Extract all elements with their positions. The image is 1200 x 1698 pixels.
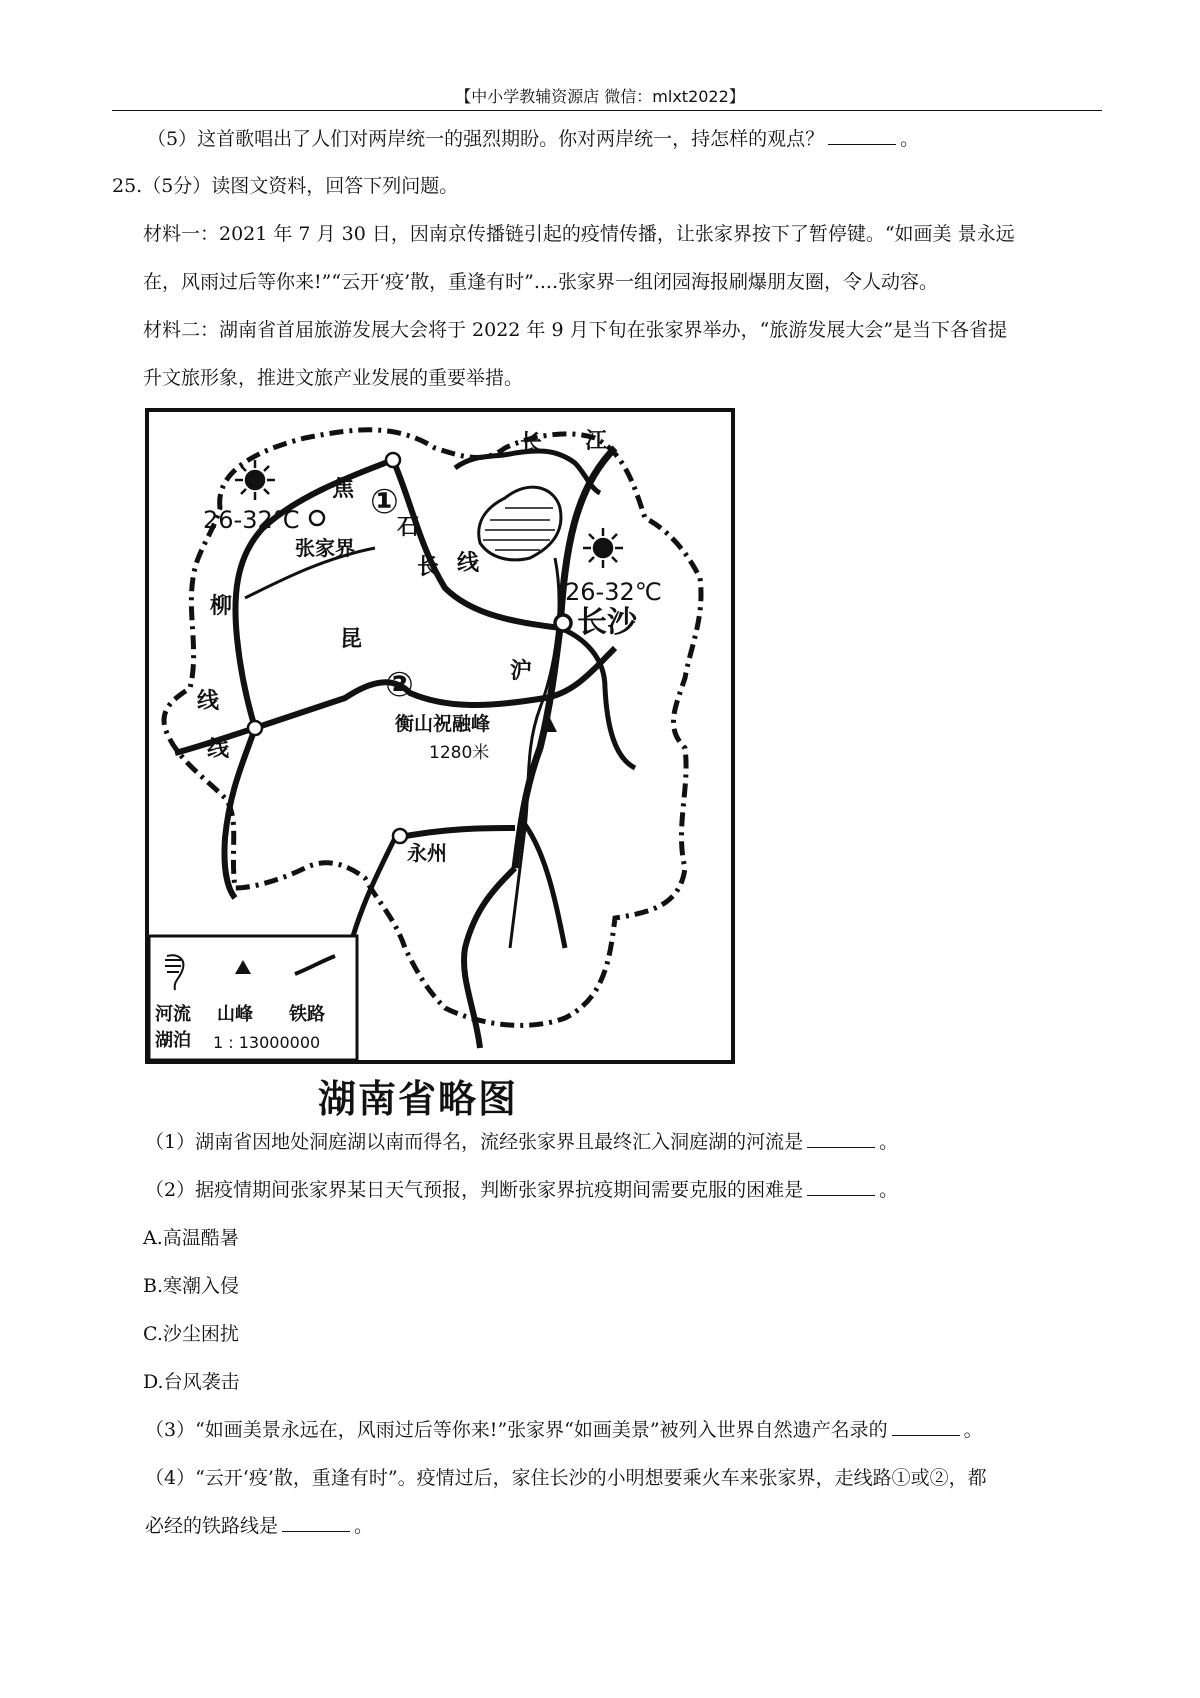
sun-icon-left: [235, 460, 275, 500]
legend-river: 河流: [155, 1004, 191, 1025]
legend-lake: 湖泊: [155, 1030, 191, 1051]
zhiliu-char-3: 线: [207, 737, 230, 762]
option-d: D.台风袭击: [143, 1371, 240, 1393]
river-char-2: 江: [585, 429, 608, 454]
city-zhangjiajie-label: 张家界: [295, 536, 355, 560]
option-b: B.寒潮入侵: [143, 1275, 240, 1297]
material-2-line-1: 材料二：湖南省首届旅游发展大会将于 2022 年 9 月下旬在张家界举办，“旅游发展大会”是当下各省提: [143, 319, 1008, 341]
question-2: （2）据疫情期间张家界某日天气预报，判断张家界抗疫期间需要克服的困难是 。: [145, 1179, 899, 1201]
question-4-line-1: （4）“云开‘疫’散，重逢有时”。疫情过后，家住长沙的小明想要乘火车来张家界，走线路①或②，都: [145, 1467, 987, 1489]
temp-left-label: 26-32℃: [203, 506, 300, 534]
answer-blank[interactable]: [807, 1177, 875, 1196]
answer-blank[interactable]: [892, 1417, 960, 1436]
hunan-map: [145, 408, 735, 1064]
zhiliu-char-1: 柳: [210, 594, 233, 619]
answer-blank[interactable]: [807, 1129, 875, 1148]
peak-height-label: 1280米: [429, 743, 490, 763]
city-yongzhou-marker: [393, 829, 407, 843]
option-c: C.沙尘困扰: [143, 1323, 239, 1345]
legend-peak: 山峰: [217, 1004, 253, 1025]
route-1-label: ①: [370, 482, 399, 522]
peak-name-label: 衡山祝融峰: [395, 713, 491, 735]
city-zhangjiajie-marker: [310, 511, 324, 525]
option-a: A.高温酷暑: [143, 1227, 239, 1249]
legend-rail: 铁路: [289, 1004, 325, 1025]
city-changsha-label: 长沙: [577, 605, 637, 640]
sun-icon-right: [583, 528, 623, 568]
answer-blank[interactable]: [828, 126, 896, 145]
hukun-char-1: 昆: [340, 627, 363, 652]
city-changsha-marker: [555, 615, 571, 631]
junction-marker: [386, 453, 400, 467]
junction-marker: [248, 721, 262, 735]
header-rule: [112, 110, 1102, 111]
material-1-line-2: 在，风雨过后等你来!”“云开‘疫’散，重逢有时”....张家界一组闭园海报刷爆朋友圈，令人动容。: [143, 271, 939, 293]
jiaoshi-char-4: 线: [457, 551, 480, 576]
temp-right-label: 26-32℃: [565, 578, 662, 606]
material-1-line-1: 材料一：2021 年 7 月 30 日，因南京传播链引起的疫情传播，让张家界按下了暂停键。“如画美 景永远: [143, 223, 1015, 245]
question-25-title: 25.（5分）读图文资料，回答下列问题。: [112, 175, 459, 197]
map-caption: 湖南省略图: [318, 1077, 519, 1121]
jiaoshi-char-2: 石: [397, 515, 420, 540]
zhiliu-char-2: 线: [197, 689, 220, 714]
city-yongzhou-label: 永州: [407, 841, 447, 865]
jiaoshi-char-1: 焦: [332, 477, 355, 502]
answer-blank[interactable]: [282, 1513, 350, 1532]
page-header: 【中小学教辅资源店 微信：mlxt2022】: [455, 87, 745, 106]
route-2-label: ②: [385, 665, 414, 705]
question-3: （3）“如画美景永远在，风雨过后等你来!”张家界“如画美景”被列入世界自然遗产名录的 。: [145, 1419, 983, 1441]
hukun-char-2: 沪: [510, 659, 533, 684]
material-2-line-2: 升文旅形象，推进文旅产业发展的重要举措。: [143, 367, 524, 389]
question-5: （5）这首歌唱出了人们对两岸统一的强烈期盼。你对两岸统一，持怎样的观点？ 。: [147, 128, 920, 150]
legend-scale: 1 : 13000000: [213, 1033, 321, 1052]
jiaoshi-char-3: 长: [417, 555, 440, 580]
river-char-1: 长: [520, 431, 543, 456]
question-1: （1）湖南省因地处洞庭湖以南而得名，流经张家界且最终汇入洞庭湖的河流是 。: [145, 1131, 899, 1153]
question-4-line-2: 必经的铁路线是 。: [145, 1515, 374, 1537]
